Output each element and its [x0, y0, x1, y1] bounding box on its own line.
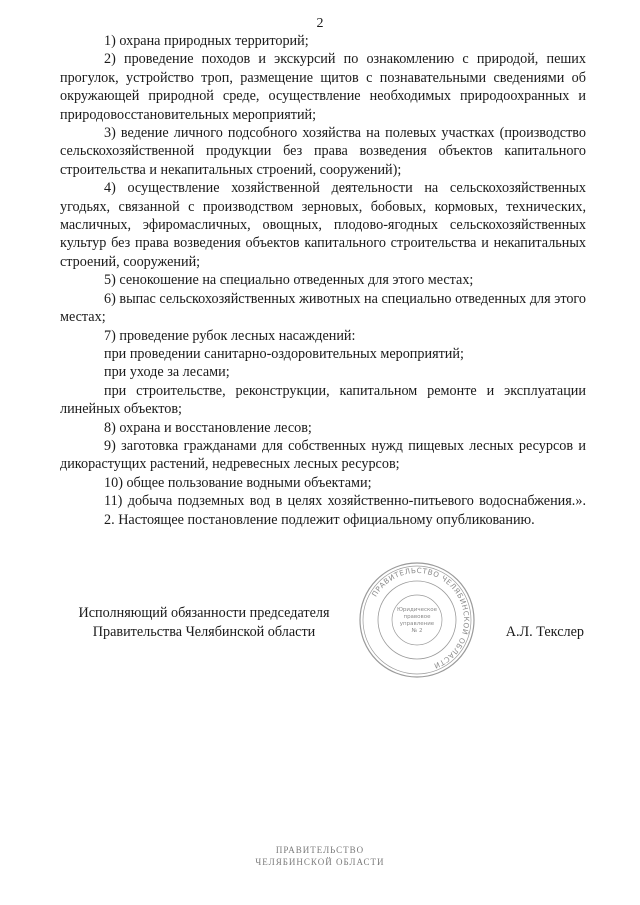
list-item: 4) осуществление хозяйственной деятельности на сельскохозяйственных угодьях, связанной с производством зерновых, бобовых, кормовых, технических, масличных, эфиромасличных, овощных, плодово-ягодных сельскохозяйственных культур без права возведения объектов капитального строительства и некапитальных строений, сооружений;: [60, 180, 586, 270]
list-item: 8) охрана и восстановление лесов;: [104, 419, 312, 436]
position-line: Правительства Челябинской области: [92, 624, 316, 640]
list-item: 3) ведение личного подсобного хозяйства на полевых участках (производство сельскохозяйственной продукции без права возведения объектов капитального строительства и некапитальных строений, сооружений);: [60, 125, 586, 178]
seal-center-line: № 2: [411, 628, 423, 634]
closing-paragraph: 2. Настоящее постановление подлежит официальному опубликованию.: [104, 511, 535, 528]
list-item: 10) общее пользование водными объектами;: [104, 474, 372, 491]
footer-stamp-line: ЧЕЛЯБИНСКОЙ ОБЛАСТИ: [255, 857, 385, 867]
footer-stamp: [0, 844, 640, 868]
list-item: 7) проведение рубок лесных насаждений:: [104, 327, 356, 344]
seal-center-line: Юридическое: [396, 607, 438, 613]
list-item: 9) заготовка гражданами для собственных нужд пищевых лесных ресурсов и дикорастущих растений, недревесных лесных ресурсов;: [60, 437, 586, 473]
list-item: 6) выпас сельскохозяйственных животных на специально отведенных для этого местах;: [60, 290, 586, 326]
list-item: при строительстве, реконструкции, капитальном ремонте и эксплуатации линейных объектов;: [60, 382, 586, 418]
list-item: при проведении санитарно-оздоровительных мероприятий;: [104, 345, 464, 362]
signatory-position: [64, 604, 344, 642]
signatory-name: А.Л. Текслер: [505, 624, 584, 640]
page-number: 2: [316, 16, 324, 31]
signature-block: [60, 604, 586, 664]
document-body: [60, 32, 586, 529]
list-item: 5) сенокошение на специально отведенных для этого местах;: [104, 272, 474, 289]
footer-stamp-line: ПРАВИТЕЛЬСТВО: [275, 845, 365, 855]
seal-ring-text: ПРАВИТЕЛЬСТВО ЧЕЛЯБИНСКОЙ ОБЛАСТИ: [369, 565, 472, 671]
list-item: при уходе за лесами;: [104, 364, 230, 381]
seal-center-line: правовое: [403, 614, 431, 620]
position-line: Исполняющий обязанности председателя: [78, 605, 330, 621]
seal-center-line: управление: [399, 621, 435, 627]
list-item: 11) добыча подземных вод в целях хозяйственно-питьевого водоснабжения.».: [104, 493, 586, 510]
list-item: 1) охрана природных территорий;: [104, 33, 309, 49]
list-item: 2) проведение походов и экскурсий по ознакомлению с природой, пеших прогулок, устройство троп, размещение щитов с познавательными сведениями об окружающей природной среде, осуществление необходимых природоохранных и природовосстановительных мероприятий;: [60, 51, 586, 123]
